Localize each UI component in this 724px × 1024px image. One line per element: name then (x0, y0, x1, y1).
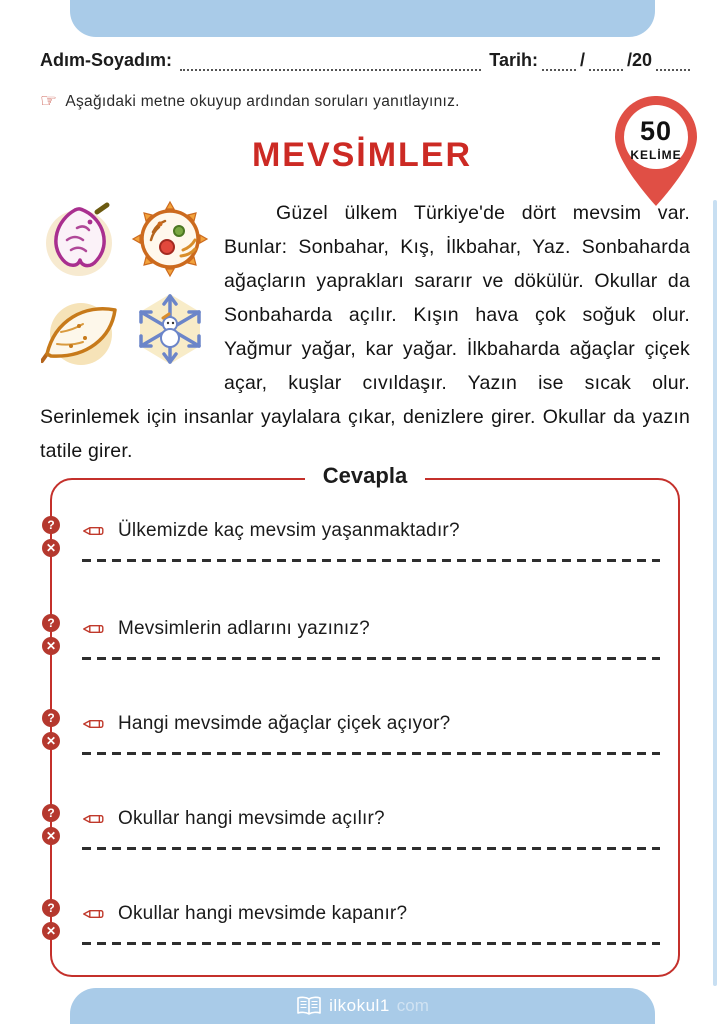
passage-text: Güzel ülkem Türkiye'de dört mevsim var. Bunlar: Sonbahar, Kış, İlkbahar, Yaz. Sonbaharda ağaçların yaprakları sararır ve dökülür. Okullar da Sonbaharda açılır. Kışın hava çok soğuk olur. Yağmur yağar, kar yağar. İlkbaharda ağaçlar çiçek açar, kuşlar cıvıldaşır. Yazın ise sıcak olur. Serinlemek için insanlar yaylalara çıkar, denizlere girer. Okullar da yazın tatile girer. (40, 202, 690, 462)
question-block-5 (45, 901, 660, 945)
question-side-icons (42, 614, 60, 655)
name-label: Adım-Soyadım: (40, 50, 173, 70)
question-text: Ülkemizde kaç mevsim yaşanmaktadır? (118, 520, 460, 541)
pencil-icon (82, 622, 108, 636)
date-group (489, 50, 690, 71)
harvest-wreath-illustration (129, 198, 211, 280)
date-separator-year: /20 (626, 50, 652, 70)
top-decorative-bar (70, 0, 655, 37)
answer-line[interactable] (82, 559, 660, 562)
date-separator-day: / (579, 50, 585, 70)
question-block-4 (45, 806, 660, 850)
season-illustrations (40, 196, 212, 396)
header-line (40, 50, 690, 71)
question-mark-icon[interactable]: ? (42, 614, 60, 632)
question-block-3 (45, 711, 660, 755)
date-year-field[interactable] (656, 51, 690, 71)
footer-bar (70, 988, 655, 1024)
question-text: Okullar hangi mevsimde kapanır? (118, 903, 408, 924)
question-text: Okullar hangi mevsimde açılır? (118, 808, 385, 829)
question-block-2 (45, 616, 660, 660)
question-side-icons (42, 899, 60, 940)
question-text: Hangi mevsimde ağaçlar çiçek açıyor? (118, 713, 451, 734)
date-month-field[interactable] (589, 51, 623, 71)
passage-section (40, 196, 690, 468)
date-label: Tarih: (489, 50, 538, 70)
question-mark-icon[interactable]: ? (42, 804, 60, 822)
instruction-line (40, 92, 460, 111)
date-day-field[interactable] (542, 51, 576, 71)
question-mark-icon[interactable]: ? (42, 516, 60, 534)
question-side-icons (42, 804, 60, 845)
question-mark-icon[interactable]: ? (42, 899, 60, 917)
pencil-icon (82, 524, 108, 538)
footer-brand[interactable]: ilkokul1 (329, 996, 390, 1015)
answer-line[interactable] (82, 752, 660, 755)
pencil-icon (82, 812, 108, 826)
answer-line[interactable] (82, 657, 660, 660)
name-dotted-field[interactable] (180, 51, 481, 71)
question-block-1 (45, 518, 660, 562)
spring-flower-illustration (41, 198, 123, 280)
cross-icon[interactable]: ✕ (42, 732, 60, 750)
question-side-icons (42, 709, 60, 750)
question-mark-icon[interactable]: ? (42, 709, 60, 727)
pencil-icon (82, 717, 108, 731)
cross-icon[interactable]: ✕ (42, 922, 60, 940)
question-side-icons (42, 516, 60, 557)
hand-pointer-icon: ☞ (40, 91, 58, 112)
question-text: Mevsimlerin adlarını yazınız? (118, 618, 370, 639)
badge-unit: KELİME (630, 148, 682, 162)
instruction-text: Aşağıdaki metne okuyup ardından soruları yanıtlayınız. (65, 92, 460, 110)
cross-icon[interactable]: ✕ (42, 827, 60, 845)
cross-icon[interactable]: ✕ (42, 637, 60, 655)
answer-line[interactable] (82, 942, 660, 945)
answer-box (45, 463, 680, 977)
cross-icon[interactable]: ✕ (42, 539, 60, 557)
answer-line[interactable] (82, 847, 660, 850)
pencil-icon (82, 907, 108, 921)
autumn-leaf-illustration (41, 288, 123, 370)
page-title: MEVSİMLER (251, 136, 473, 174)
winter-snowflake-illustration (129, 288, 211, 370)
footer-brand-suffix[interactable]: com (396, 996, 429, 1015)
right-edge-strip (713, 200, 717, 986)
badge-count: 50 (639, 116, 673, 146)
book-icon (296, 996, 322, 1016)
answer-heading: Cevapla (52, 463, 678, 489)
